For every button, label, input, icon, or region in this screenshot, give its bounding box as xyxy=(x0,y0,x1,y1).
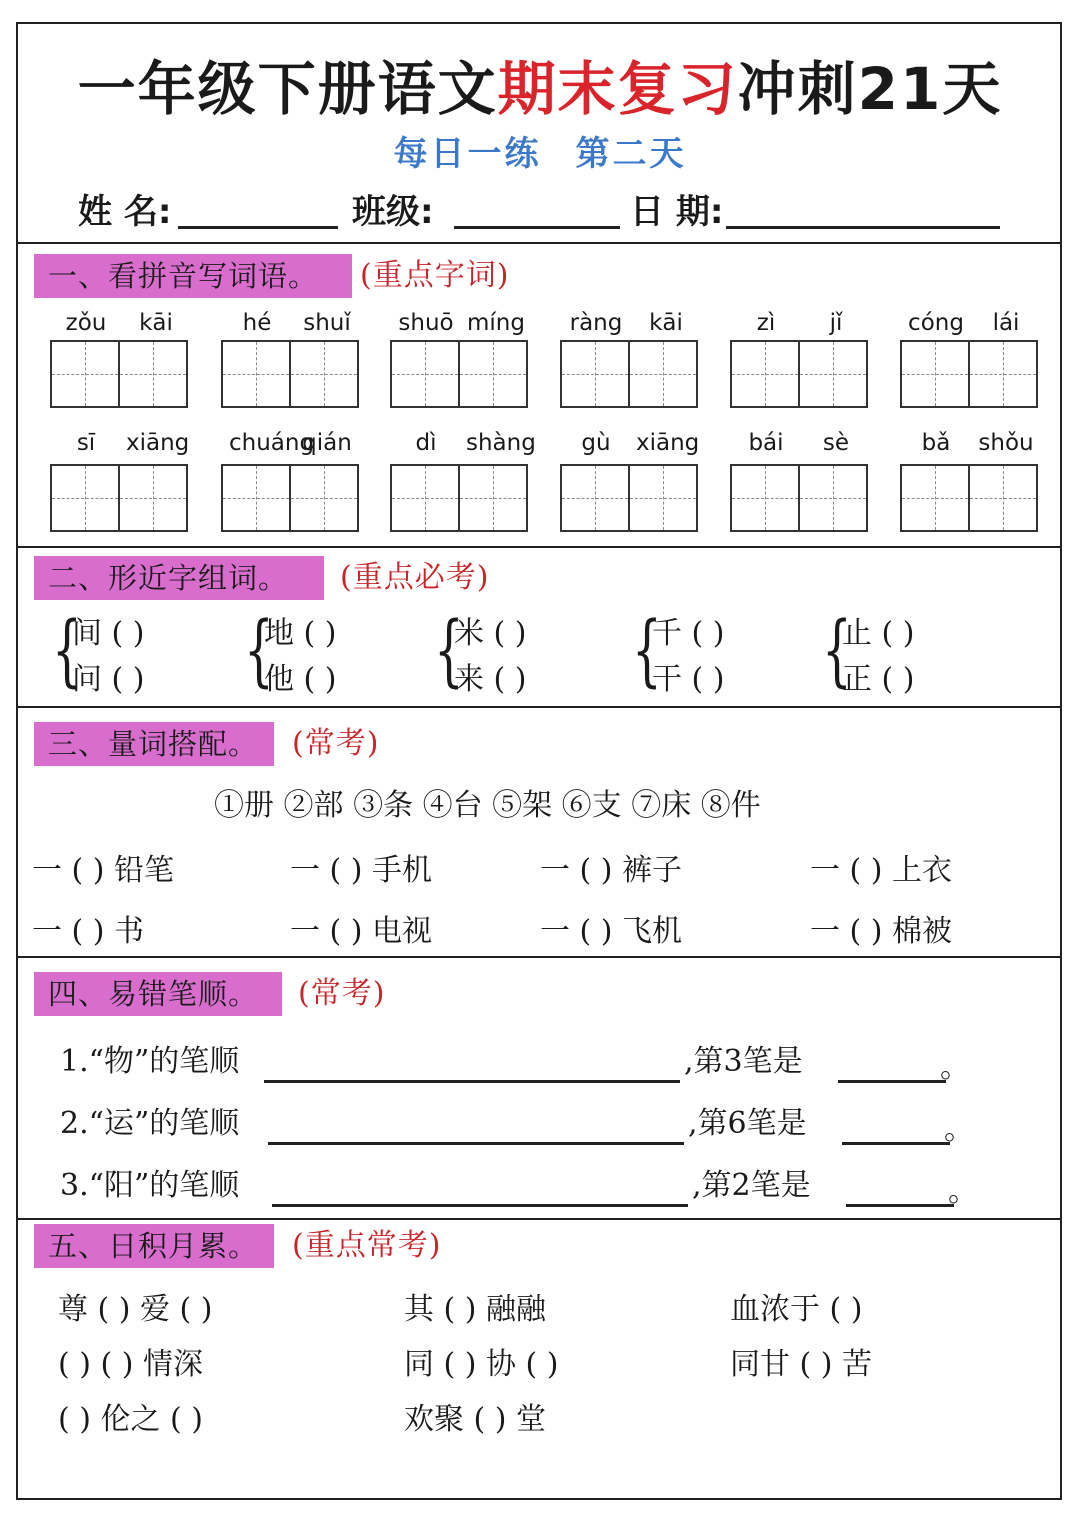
pinyin-syllable: dì xyxy=(415,430,437,456)
pinyin-syllable: xiāng xyxy=(636,430,700,456)
pinyin-syllable: shuō xyxy=(398,310,454,336)
writing-box[interactable] xyxy=(560,464,630,532)
similar-char-item[interactable]: 千 ( ) xyxy=(652,616,725,651)
writing-box[interactable] xyxy=(900,340,970,408)
measure-word-blank[interactable]: 一 ( ) 电视 xyxy=(290,914,433,949)
writing-box[interactable] xyxy=(50,340,120,408)
measure-word-blank[interactable]: 一 ( ) 铅笔 xyxy=(32,853,175,888)
measure-word-blank[interactable]: 一 ( ) 书 xyxy=(32,914,145,949)
pinyin-syllable: ràng xyxy=(569,310,623,336)
subtitle-right: 第二天 xyxy=(575,134,687,174)
pinyin-syllable: gù xyxy=(581,430,611,456)
brace: { xyxy=(52,606,82,696)
stroke-answer-line[interactable] xyxy=(842,1142,950,1145)
pinyin-syllable: shuǐ xyxy=(303,310,351,336)
writing-box[interactable] xyxy=(390,340,460,408)
writing-box[interactable] xyxy=(968,340,1038,408)
writing-box[interactable] xyxy=(798,464,868,532)
section3-note: (常考) xyxy=(292,726,380,761)
section4-title: 四、易错笔顺。 xyxy=(34,972,282,1016)
name-label: 姓 名: xyxy=(78,192,172,232)
pinyin-syllable: kāi xyxy=(649,310,683,336)
writing-box[interactable] xyxy=(628,340,698,408)
page-title xyxy=(0,42,1080,126)
idiom-blank[interactable]: 同 ( ) 协 ( ) xyxy=(404,1347,559,1382)
writing-box[interactable] xyxy=(730,464,800,532)
section1-note: (重点字词) xyxy=(360,258,510,293)
writing-box[interactable] xyxy=(458,340,528,408)
section1-title: 一、看拼音写词语。 xyxy=(34,254,352,298)
pinyin-syllable: bǎ xyxy=(921,430,951,456)
divider xyxy=(16,1218,1062,1220)
writing-box[interactable] xyxy=(118,464,188,532)
idiom-blank[interactable]: 其 ( ) 融融 xyxy=(404,1292,547,1327)
divider xyxy=(16,956,1062,958)
section5-title: 五、日积月累。 xyxy=(34,1224,274,1268)
date-field[interactable] xyxy=(726,226,1000,229)
section4-note: (常考) xyxy=(298,976,386,1011)
writing-box[interactable] xyxy=(221,464,291,532)
measure-word-options: ①册 ②部 ③条 ④台 ⑤架 ⑥支 ⑦床 ⑧件 xyxy=(214,788,761,823)
writing-box[interactable] xyxy=(628,464,698,532)
stroke-order-answer-line[interactable] xyxy=(268,1142,684,1145)
brace: { xyxy=(434,606,464,696)
similar-char-item[interactable]: 地 ( ) xyxy=(264,616,337,651)
pinyin-syllable: sī xyxy=(76,430,96,456)
brace: { xyxy=(632,606,662,696)
pinyin-syllable: kāi xyxy=(139,310,173,336)
writing-box[interactable] xyxy=(968,464,1038,532)
pinyin-syllable: chuáng xyxy=(229,430,315,456)
title-part2: 期末复习 xyxy=(497,55,738,123)
idiom-blank[interactable]: 欢聚 ( ) 堂 xyxy=(404,1402,547,1437)
period: 。 xyxy=(944,1112,974,1147)
pinyin-syllable: jǐ xyxy=(829,310,843,336)
measure-word-blank[interactable]: 一 ( ) 裤子 xyxy=(540,853,683,888)
writing-box[interactable] xyxy=(900,464,970,532)
section2-note: (重点必考) xyxy=(340,560,490,595)
writing-box[interactable] xyxy=(458,464,528,532)
title-part3: 冲刺21天 xyxy=(737,55,1003,123)
brace: { xyxy=(244,606,274,696)
similar-char-item[interactable]: 来 ( ) xyxy=(454,662,527,697)
title-part1: 一年级下册语文 xyxy=(77,55,498,123)
writing-box[interactable] xyxy=(730,340,800,408)
pinyin-syllable: zǒu xyxy=(65,310,107,336)
name-field[interactable] xyxy=(178,226,338,229)
class-field[interactable] xyxy=(454,226,620,229)
writing-box[interactable] xyxy=(50,464,120,532)
stroke-order-answer-line[interactable] xyxy=(272,1204,688,1207)
stroke-order-label: 3.“阳”的笔顺 xyxy=(60,1168,240,1203)
stroke-order-label: 2.“运”的笔顺 xyxy=(60,1106,240,1141)
period: 。 xyxy=(940,1050,970,1085)
writing-box[interactable] xyxy=(289,340,359,408)
pinyin-syllable: shàng xyxy=(466,430,536,456)
section3-title: 三、量词搭配。 xyxy=(34,722,274,766)
stroke-answer-line[interactable] xyxy=(838,1080,946,1083)
pinyin-syllable: hé xyxy=(242,310,272,336)
similar-char-item[interactable]: 问 ( ) xyxy=(72,662,145,697)
pinyin-syllable: míng xyxy=(467,310,525,336)
idiom-blank[interactable]: ( ) 伦之 ( ) xyxy=(58,1402,203,1437)
similar-char-item[interactable]: 正 ( ) xyxy=(842,662,915,697)
stroke-number-label: ,第2笔是 xyxy=(692,1168,811,1203)
writing-box[interactable] xyxy=(798,340,868,408)
stroke-order-label: 1.“物”的笔顺 xyxy=(60,1044,240,1079)
measure-word-blank[interactable]: 一 ( ) 手机 xyxy=(290,853,433,888)
brace: { xyxy=(822,606,852,696)
divider xyxy=(16,706,1062,708)
writing-box[interactable] xyxy=(221,340,291,408)
stroke-answer-line[interactable] xyxy=(846,1204,954,1207)
stroke-number-label: ,第6笔是 xyxy=(688,1106,807,1141)
class-label: 班级: xyxy=(352,192,434,232)
writing-box[interactable] xyxy=(118,340,188,408)
writing-box[interactable] xyxy=(560,340,630,408)
subtitle-left: 每日一练 xyxy=(393,134,542,174)
similar-char-item[interactable]: 米 ( ) xyxy=(454,616,527,651)
pinyin-syllable: lái xyxy=(992,310,1020,336)
idiom-blank[interactable]: 血浓于 ( ) xyxy=(730,1292,863,1327)
measure-word-blank[interactable]: 一 ( ) 飞机 xyxy=(540,914,683,949)
writing-box[interactable] xyxy=(289,464,359,532)
pinyin-syllable: shǒu xyxy=(978,430,1034,456)
period: 。 xyxy=(948,1174,978,1209)
pinyin-syllable: zì xyxy=(756,310,776,336)
idiom-blank[interactable]: ( ) ( ) 情深 xyxy=(58,1347,203,1382)
section2-title: 二、形近字组词。 xyxy=(34,556,324,600)
divider xyxy=(16,546,1062,548)
stroke-number-label: ,第3笔是 xyxy=(684,1044,803,1079)
similar-char-item[interactable]: 间 ( ) xyxy=(72,616,145,651)
divider xyxy=(16,242,1062,244)
pinyin-syllable: qián xyxy=(302,430,352,456)
measure-word-blank[interactable]: 一 ( ) 棉被 xyxy=(810,914,953,949)
idiom-blank[interactable]: 同甘 ( ) 苦 xyxy=(730,1347,873,1382)
idiom-blank[interactable]: 尊 ( ) 爱 ( ) xyxy=(58,1292,213,1327)
pinyin-syllable: cóng xyxy=(908,310,964,336)
page-subtitle xyxy=(0,126,1080,175)
writing-box[interactable] xyxy=(390,464,460,532)
section5-note: (重点常考) xyxy=(292,1228,442,1263)
pinyin-syllable: xiāng xyxy=(126,430,190,456)
pinyin-syllable: bái xyxy=(748,430,784,456)
similar-char-item[interactable]: 干 ( ) xyxy=(652,662,725,697)
similar-char-item[interactable]: 他 ( ) xyxy=(264,662,337,697)
pinyin-syllable: sè xyxy=(822,430,850,456)
stroke-order-answer-line[interactable] xyxy=(264,1080,680,1083)
date-label: 日 期: xyxy=(630,192,724,232)
similar-char-item[interactable]: 止 ( ) xyxy=(842,616,915,651)
measure-word-blank[interactable]: 一 ( ) 上衣 xyxy=(810,853,953,888)
